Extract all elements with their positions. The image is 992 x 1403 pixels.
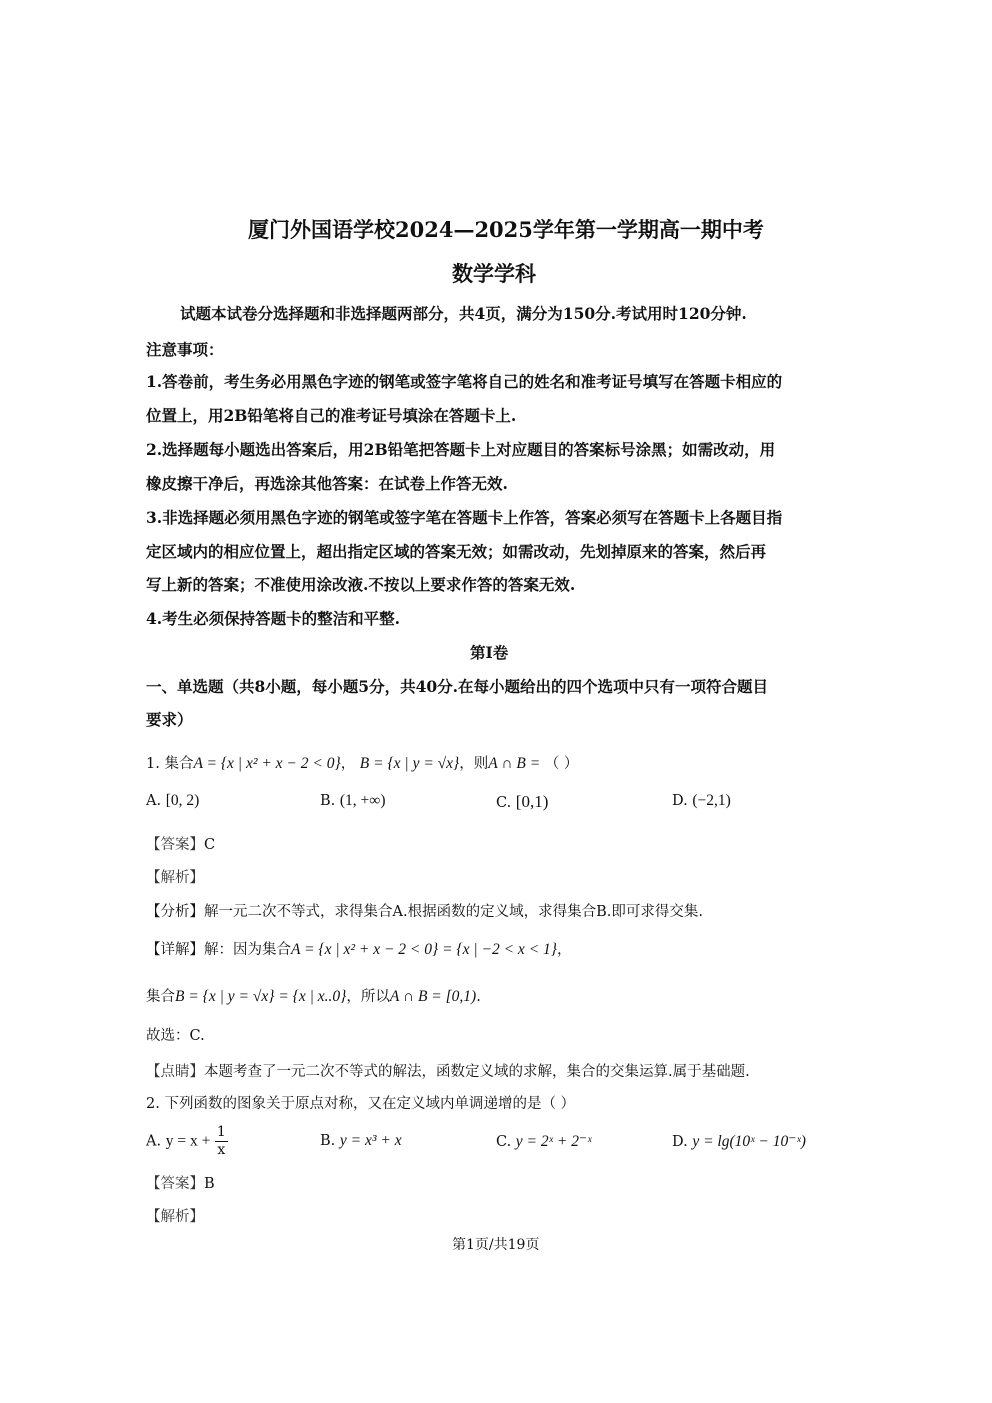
option-label: A. [146, 793, 162, 809]
option-c-expr: y = 2ˣ + 2⁻ˣ [515, 1133, 592, 1150]
note-2-line-2: 橡皮擦干净后，再选涂其他答案：在试卷上作答无效. [146, 474, 508, 493]
q1-option-d[interactable] [672, 792, 731, 810]
q2-analysis-tag: 【解析】 [146, 1209, 204, 1225]
q1-prefix: 1. 集合 [146, 756, 194, 772]
exam-intro: 试题本试卷分选择题和非选择题两部分，共4页，满分为150分.考试用时120分钟. [180, 304, 747, 323]
detail-punct: ， [556, 942, 572, 958]
fraction-denominator: x [217, 1142, 226, 1158]
answer-value: B [204, 1176, 215, 1192]
detail-tag: 【详解】 [146, 942, 204, 958]
option-value: [0, 2) [165, 792, 200, 809]
note-4: 4.考生必须保持答题卡的整洁和平整. [146, 609, 401, 628]
q1-choose: 故选：C. [146, 1028, 205, 1044]
option-label: B. [320, 1133, 336, 1149]
q2-option-b[interactable] [320, 1132, 402, 1150]
section-heading-line-1: 一、单选题（共8小题，每小题5分，共40分.在每小题给出的四个选项中只有一项符合题目 [146, 677, 769, 696]
page-footer: 第1页/共19页 [452, 1237, 540, 1253]
option-label: C. [496, 1134, 512, 1150]
q1-ask: A ∩ B = [488, 755, 541, 772]
option-label: C. [496, 795, 512, 811]
option-b-expr: y = x³ + x [339, 1132, 402, 1149]
volume-title: 第I卷 [470, 643, 509, 662]
detail-text: 集合 [146, 989, 175, 1005]
note-3-line-3: 写上新的答案；不准使用涂改液.不按以上要求作答的答案无效. [146, 575, 576, 594]
q1-analysis-tag: 【解析】 [146, 870, 204, 886]
q1-option-c[interactable] [496, 792, 548, 812]
option-label: D. [672, 1134, 688, 1150]
comment-tag: 【点睛】 [146, 1064, 204, 1080]
option-label: B. [320, 793, 336, 809]
q1-option-a[interactable] [146, 792, 199, 810]
detail-math: B = {x | y = √x} = {x | x..0} [175, 988, 347, 1005]
q1-detail-line-1 [146, 938, 571, 959]
q1-paren: （ ） [544, 756, 579, 772]
q2-option-c[interactable] [496, 1132, 592, 1151]
detail-text-mid: ，所以 [346, 989, 390, 1005]
q1-comment [146, 1060, 750, 1081]
option-a-expr: y = x + [165, 1132, 211, 1150]
option-value: (1, +∞) [339, 792, 386, 809]
detail-math-2: A ∩ B = [0,1) [389, 988, 477, 1005]
detail-punct: . [476, 989, 481, 1005]
detail-math: A = {x | x² + x − 2 < 0} = {x | −2 < x < 1} [291, 941, 557, 958]
q1-detail-line-2 [146, 985, 481, 1006]
q2-option-d[interactable] [672, 1132, 806, 1151]
q1-fenxi [146, 900, 703, 921]
note-2-line-1: 2.选择题每小题选出答案后，用2B铅笔把答题卡上对应题目的答案标号涂黑；如需改动，用 [146, 440, 776, 459]
fenxi-text: 解一元二次不等式，求得集合A.根据函数的定义域，求得集合B.即可求得交集. [204, 904, 703, 920]
comment-text: 本题考查了一元二次不等式的解法，函数定义域的求解，集合的交集运算.属于基础题. [204, 1064, 750, 1080]
q1-set-b: B = {x | y = √x} [359, 755, 460, 772]
subject-title: 数学学科 [452, 261, 536, 286]
notes-heading: 注意事项： [146, 340, 224, 359]
q1-then: ，则 [459, 756, 489, 772]
answer-value: C [204, 837, 216, 853]
detail-text: 解：因为集合 [204, 942, 291, 958]
answer-tag: 【答案】 [146, 1176, 204, 1192]
q2-option-a[interactable] [146, 1124, 228, 1159]
fraction [215, 1124, 228, 1159]
note-1-line-2: 位置上，用2B铅笔将自己的准考证号填涂在答题卡上. [146, 406, 517, 425]
q1-option-b[interactable] [320, 792, 386, 810]
question-1-stem [146, 752, 578, 773]
option-value: (−2,1) [692, 792, 731, 809]
exam-title: 厦门外国语学校2024—2025学年第一学期高一期中考 [248, 217, 764, 242]
note-1-line-1: 1.答卷前，考生务必用黑色字迹的钢笔或签字笔将自己的姓名和准考证号填写在答题卡相应的 [146, 372, 783, 391]
section-heading-line-2: 要求） [146, 710, 193, 729]
option-d-expr: y = lg(10ˣ − 10⁻ˣ) [692, 1133, 806, 1150]
note-3-line-1: 3.非选择题必须用黑色字迹的钢笔或签字笔在答题卡上作答，答案必须写在答题卡上各题目指 [146, 508, 783, 527]
option-value: [0,1) [515, 792, 549, 811]
option-label: A. [146, 1133, 162, 1150]
fenxi-tag: 【分析】 [146, 904, 204, 920]
q1-set-a: A = {x | x² + x − 2 < 0} [193, 755, 341, 772]
option-label: D. [672, 793, 688, 809]
question-2-stem: 2. 下列函数的图象关于原点对称，又在定义域内单调递增的是（ ） [146, 1096, 576, 1112]
q2-answer [146, 1172, 215, 1193]
q1-separator: ， [340, 756, 356, 772]
answer-tag: 【答案】 [146, 837, 204, 853]
note-3-line-2: 定区域内的相应位置上，超出指定区域的答案无效；如需改动，先划掉原来的答案，然后再 [146, 542, 767, 561]
q1-answer [146, 833, 215, 854]
fraction-numerator: 1 [216, 1124, 226, 1140]
